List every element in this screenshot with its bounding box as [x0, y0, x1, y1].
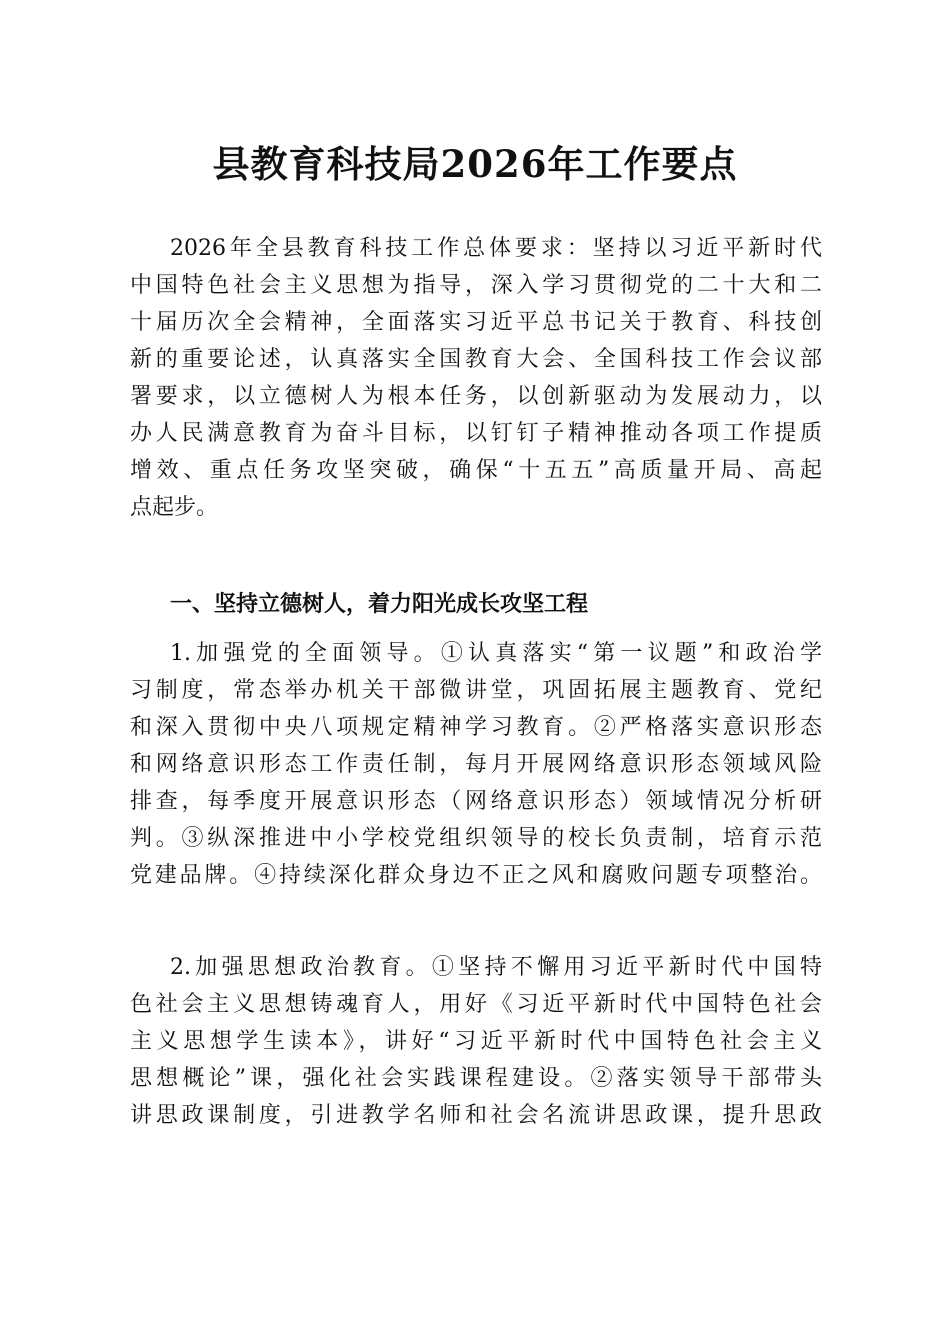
text-line: 党建品牌。④持续深化群众身边不正之风和腐败问题专项整治。 — [130, 863, 822, 888]
section-heading — [130, 586, 822, 623]
section-1-heading: 一、坚持立德树人，着力阳光成长攻坚工程 — [170, 592, 589, 617]
text-line: 判。③纵深推进中小学校党组织领导的校长负责制，培育示范 — [130, 826, 822, 851]
item-2-paragraph — [130, 949, 822, 1134]
text-line: 2.加强思想政治教育。①坚持不懈用习近平新时代中国特 — [170, 955, 822, 980]
text-line: 排查，每季度开展意识形态（网络意识形态）领域情况分析研 — [130, 789, 822, 814]
text-line: 办人民满意教育为奋斗目标，以钉钉子精神推动各项工作提质 — [130, 421, 822, 446]
text-line: 习制度，常态举办机关干部微讲堂，巩固拓展主题教育、党纪 — [130, 678, 822, 703]
text-line: 点起步。 — [130, 495, 219, 520]
text-line: 1.加强党的全面领导。①认真落实“第一议题”和政治学 — [170, 641, 822, 666]
text-line: 增效、重点任务攻坚突破，确保“十五五”高质量开局、高起 — [130, 458, 822, 483]
text-line: 主义思想学生读本》，讲好“习近平新时代中国特色社会主义 — [130, 1029, 822, 1054]
document-title: 县教育科技局2026年工作要点 — [212, 142, 738, 186]
intro-paragraph — [130, 230, 822, 526]
text-line: 讲思政课制度，引进教学名师和社会名流讲思政课，提升思政 — [130, 1103, 822, 1128]
text-line: 十届历次全会精神，全面落实习近平总书记关于教育、科技创 — [130, 310, 822, 335]
text-line: 和网络意识形态工作责任制，每月开展网络意识形态领域风险 — [130, 752, 822, 777]
text-line: 思想概论”课，强化社会实践课程建设。②落实领导干部带头 — [130, 1066, 822, 1091]
text-line: 中国特色社会主义思想为指导，深入学习贯彻党的二十大和二 — [130, 273, 822, 298]
item-1-paragraph — [130, 635, 822, 894]
text-line: 和深入贯彻中央八项规定精神学习教育。②严格落实意识形态 — [130, 715, 822, 740]
text-line: 署要求，以立德树人为根本任务，以创新驱动为发展动力，以 — [130, 384, 822, 409]
text-line: 色社会主义思想铸魂育人，用好《习近平新时代中国特色社会 — [130, 992, 822, 1017]
text-line: 新的重要论述，认真落实全国教育大会、全国科技工作会议部 — [130, 347, 822, 372]
text-line: 2026年全县教育科技工作总体要求：坚持以习近平新时代 — [170, 236, 822, 261]
